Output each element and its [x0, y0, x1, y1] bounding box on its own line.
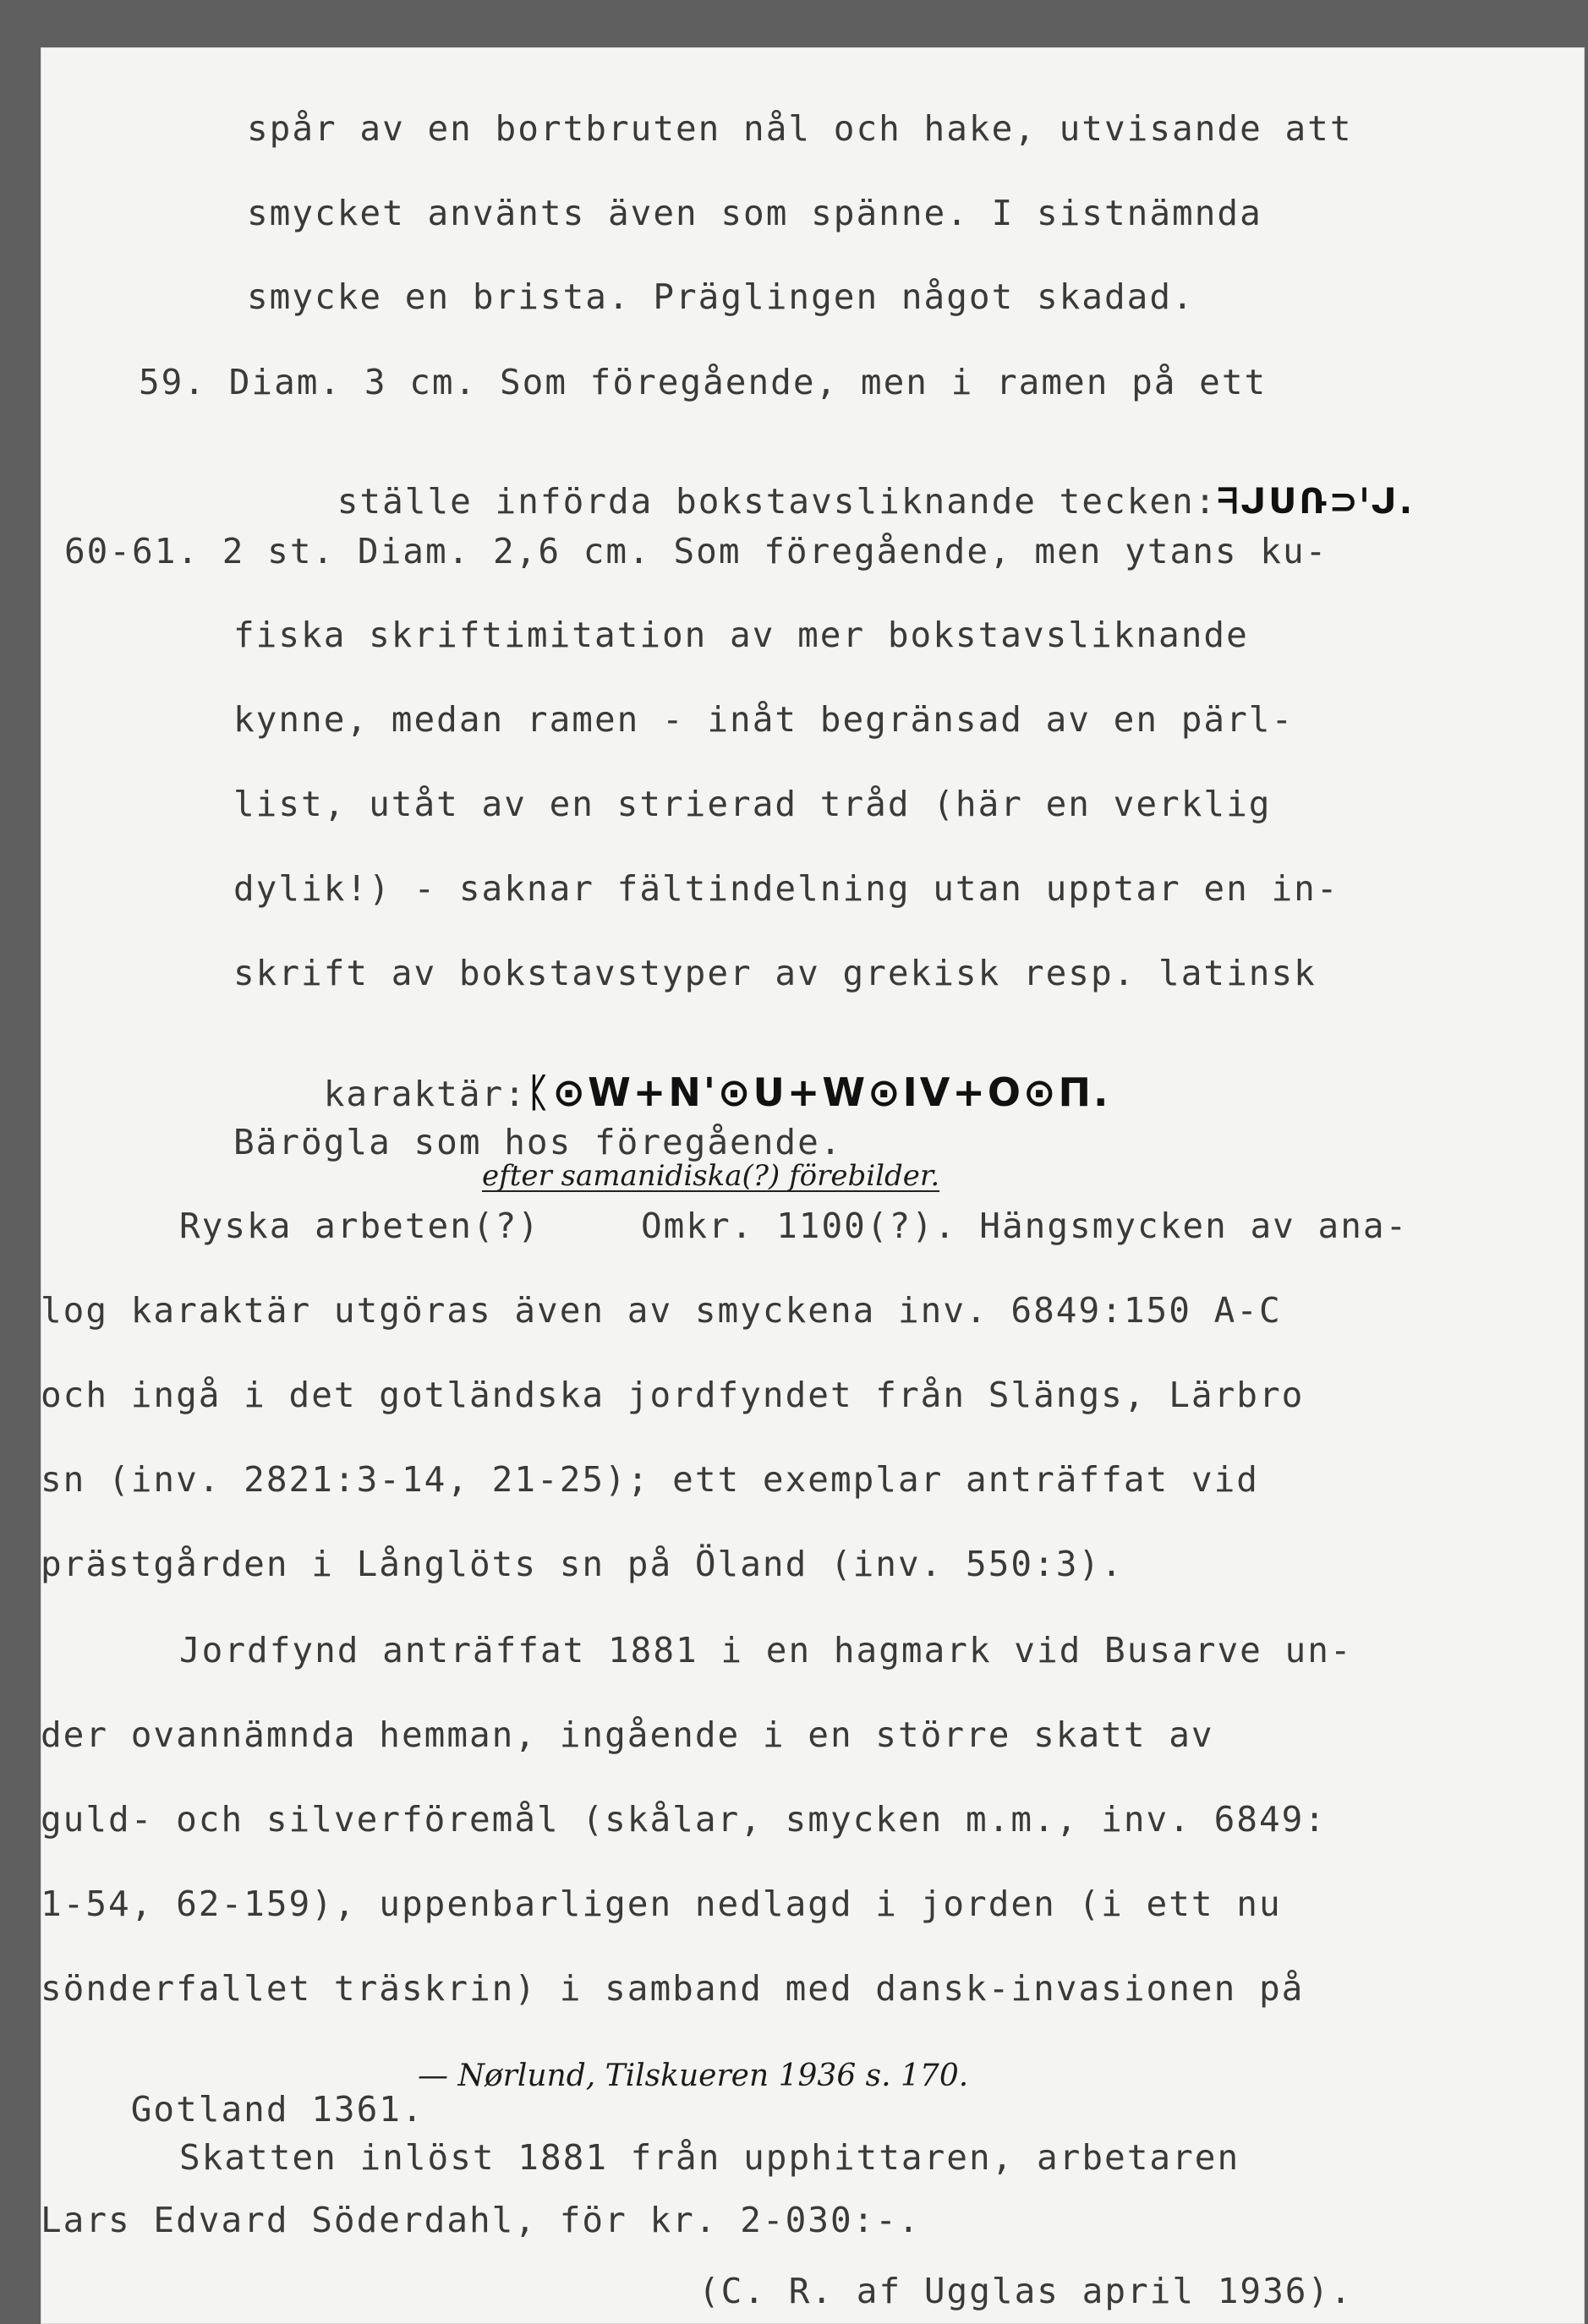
text-line-16: log karaktär utgöras även av smyckena inv. 6849:150 A-C — [41, 1290, 1282, 1331]
text-line-8: kynne, medan ramen - inåt begränsad av en pärl- — [233, 699, 1295, 740]
text-line-15: Omkr. 1100(?). Hängsmycken av ana- — [641, 1206, 1409, 1246]
text-line-12-text: karaktär: — [323, 1074, 527, 1114]
text-line-14: Ryska arbeten(?) — [179, 1206, 540, 1246]
text-line-26: Skatten inlöst 1881 från upphittaren, arbetaren — [179, 2137, 1240, 2178]
text-line-27: Lars Edvard Söderdahl, för kr. 2-030:-. — [41, 2200, 921, 2240]
text-line-25-text: Gotland 1361. — [130, 2089, 424, 2130]
text-line-1: spår av en bortbruten nål och hake, utvisande att — [247, 108, 1353, 149]
text-line-24: sönderfallet träskrin) i samband med dansk-invasionen på — [41, 1968, 1305, 2009]
text-line-13: Bärögla som hos föregående. — [233, 1122, 843, 1162]
text-line-2: smycket använts även som spänne. I sistnämnda — [247, 193, 1262, 233]
text-line-9: list, utåt av en strierad tråd (här en verklig — [233, 784, 1272, 824]
handwritten-reference: — Nørlund, Tilskueren 1936 s. 170. — [418, 2059, 969, 2093]
text-line-4: 59. Diam. 3 cm. Som föregående, men i ramen på ett — [139, 362, 1268, 402]
text-line-11: skrift av bokstavstyper av grekisk resp. latinsk — [233, 953, 1317, 993]
document-card — [41, 47, 1585, 2324]
text-line-3: smycke en brista. Präglingen något skadad. — [247, 276, 1195, 317]
text-line-20: Jordfynd anträffat 1881 i en hagmark vid Busarve un- — [179, 1630, 1353, 1671]
handwritten-note: efter samanidiska(?) förebilder. — [482, 1159, 940, 1193]
text-line-6: 60-61. 2 st. Diam. 2,6 cm. Som föregående, men ytans ku- — [64, 531, 1328, 571]
text-line-7: fiska skriftimitation av mer bokstavsliknande — [233, 615, 1249, 655]
text-line-17: och ingå i det gotländska jordfyndet från Slängs, Lärbro — [41, 1375, 1305, 1415]
text-line-23: 1-54, 62-159), uppenbarligen nedlagd i jorden (i ett nu — [41, 1884, 1282, 1924]
letterlike-signs: ᖷᒍᑌՌ⊃ᑊᒍ. — [1217, 481, 1416, 522]
text-line-10: dylik!) - saknar fältindelning utan upptar en in- — [233, 868, 1339, 909]
text-line-5-text: ställe införda bokstavsliknande tecken: — [337, 481, 1218, 522]
text-line-22: guld- och silverföremål (skålar, smycken m.m., inv. 6849: — [41, 1799, 1327, 1840]
text-line-21: der ovannämnda hemman, ingående i en större skatt av — [41, 1714, 1214, 1755]
inscription-glyphs: ᛕ⊙W+N'⊙ᑌ+W⊙IV+O⊙Π. — [526, 1069, 1111, 1115]
text-line-18: sn (inv. 2821:3-14, 21-25); ett exemplar anträffat vid — [41, 1459, 1259, 1500]
signature-line: (C. R. af Ugglas april 1936). — [698, 2271, 1353, 2311]
text-line-19: prästgården i Långlöts sn på Öland (inv. 550:3). — [41, 1544, 1124, 1584]
